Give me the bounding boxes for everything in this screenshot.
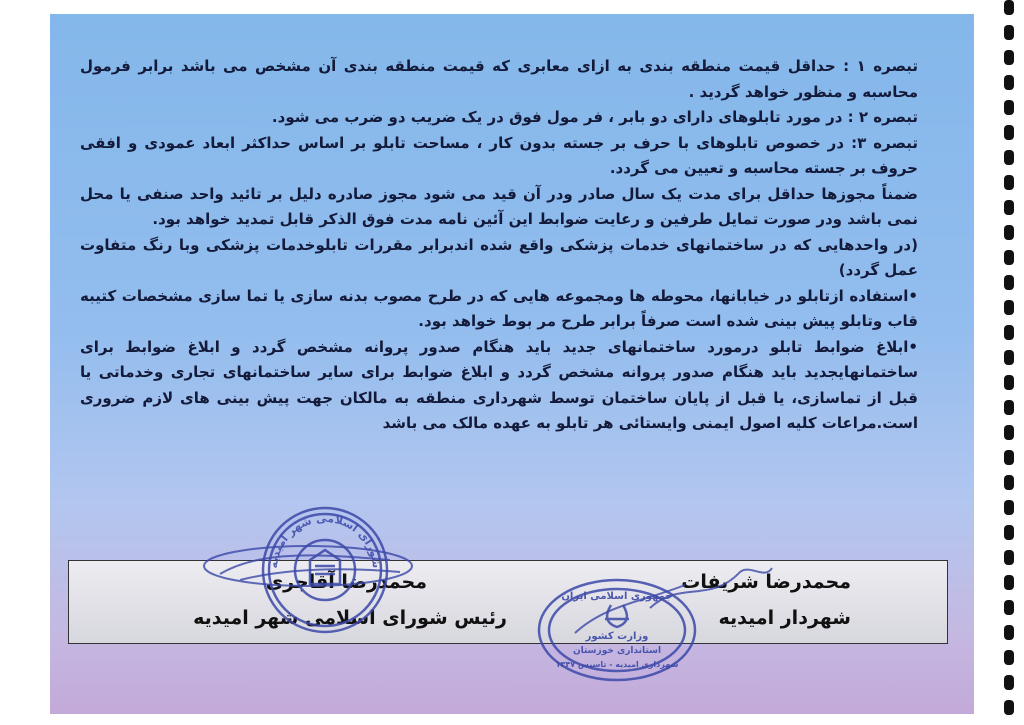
binding-hole <box>1004 650 1014 665</box>
binding-hole <box>1004 700 1014 715</box>
council-stamp-text: شورای اسلامی شهر امیدیه <box>266 511 384 569</box>
binding-hole <box>1004 325 1014 340</box>
note-3-paragraph: تبصره ۳: در خصوص تابلوهای با حرف بر جسته بدون کار ، مساحت تابلو بر اساس حداکثر ابعاد عمودی و افقی حروف بر جسته محاسبه و تعیین می گردد. <box>80 133 919 177</box>
council-signature-icon <box>200 530 420 600</box>
binding-hole <box>1004 25 1014 40</box>
binding-hole <box>1004 450 1014 465</box>
binding-hole <box>1004 550 1014 565</box>
mayor-name: محمدرضا شریفات <box>681 571 851 593</box>
note-2-paragraph: تبصره ۲ : در مورد تابلوهای دارای دو بابر ، فر مول فوق در یک ضریب دو ضرب می شود. <box>271 108 918 126</box>
council-head-name: محمدرضا آقاجری <box>265 571 427 593</box>
binding-hole <box>1004 125 1014 140</box>
municipality-stamp-low: استانداری خوزستان <box>572 646 662 656</box>
binding-hole <box>1004 250 1014 265</box>
permit-duration-paragraph: ضمناً مجوزها حداقل برای مدت یک سال صادر ودر آن قید می شود مجوز صادره دلیل بر تائید واحد صنفی یا محل نمی باشد ودر صورت تمایل طرفین و رعایت ضوابط این آئین نامه مدت فوق الذکر قابل تمدید خواهد بود. <box>80 184 918 228</box>
mayor-title: شهردار امیدیه <box>718 607 851 629</box>
binding-hole <box>1004 225 1014 240</box>
binding-hole <box>1004 375 1014 390</box>
regulation-notice-paragraph: •ابلاغ ضوابط تابلو درمورد ساختمانهای جدید باید هنگام صدور پروانه مشخص گردد و ابلاغ ضوابط برای ساختمانهایجدید باید هنگام صدور پروانه مشخص گردد و ابلاغ ضوابط برای سایر ساختمانهای تجاری وخدماتی یا قبل از تماسازی، یا قبل از پایان ساختمان توسط شهرداری منطقه به مالکان جهت پیش بینی های لازم ضروری است.مراعات کلیه اصول ایمنی وایستائی هر تابلو به عهده مالک می باشد <box>80 337 918 432</box>
binding-hole <box>1004 525 1014 540</box>
binding-hole <box>1004 75 1014 90</box>
binding-hole <box>1004 200 1014 215</box>
binding-hole <box>1004 300 1014 315</box>
street-signage-paragraph: •استفاده ازتابلو در خیابانها، محوطه ها ومجموعه هایی که در طرح مصوب بدنه سازی یا تما سازی مشخصات کتیبه قاب وتابلو پیش بینی شده است صرفاً برابر طرح مر بوط خواهد بود. <box>80 286 918 330</box>
binding-hole <box>1004 475 1014 490</box>
binding-hole <box>1004 500 1014 515</box>
binding-hole <box>1004 100 1014 115</box>
binding-hole <box>1004 0 1014 15</box>
binding-hole <box>1004 600 1014 615</box>
binding-hole <box>1004 275 1014 290</box>
spiral-binding <box>1000 0 1018 725</box>
note-1-paragraph: تبصره ۱ : حداقل قیمت منطقه بندی به ازای معابری که قیمت منطقه بندی آن مشخص می باشد برابر فرمول محاسبه و منظور خواهد گردید . <box>80 57 918 101</box>
binding-hole <box>1004 350 1014 365</box>
medical-units-paragraph: (در واحدهایی که در ساختمانهای خدمات پزشکی واقع شده اندبرابر مقررات تابلوخدمات پزشکی وبا رنگ متفاوت عمل گردد) <box>80 235 918 279</box>
binding-hole <box>1004 575 1014 590</box>
municipality-stamp-bottom: شهرداری امیدیه - تاسیس ۱۳۴۷ <box>555 660 679 669</box>
binding-hole <box>1004 675 1014 690</box>
binding-hole <box>1004 50 1014 65</box>
document-body <box>80 54 918 437</box>
mayor-signature-icon <box>640 560 780 620</box>
binding-hole <box>1004 425 1014 440</box>
binding-hole <box>1004 625 1014 640</box>
council-head-title: رئیس شورای اسلامی شهر امیدیه <box>193 607 507 629</box>
municipality-stamp-top: جمهوری اسلامی ایران <box>561 591 673 602</box>
municipality-stamp-mid: وزارت کشور <box>585 631 649 642</box>
binding-hole <box>1004 400 1014 415</box>
binding-hole <box>1004 175 1014 190</box>
binding-hole <box>1004 150 1014 165</box>
